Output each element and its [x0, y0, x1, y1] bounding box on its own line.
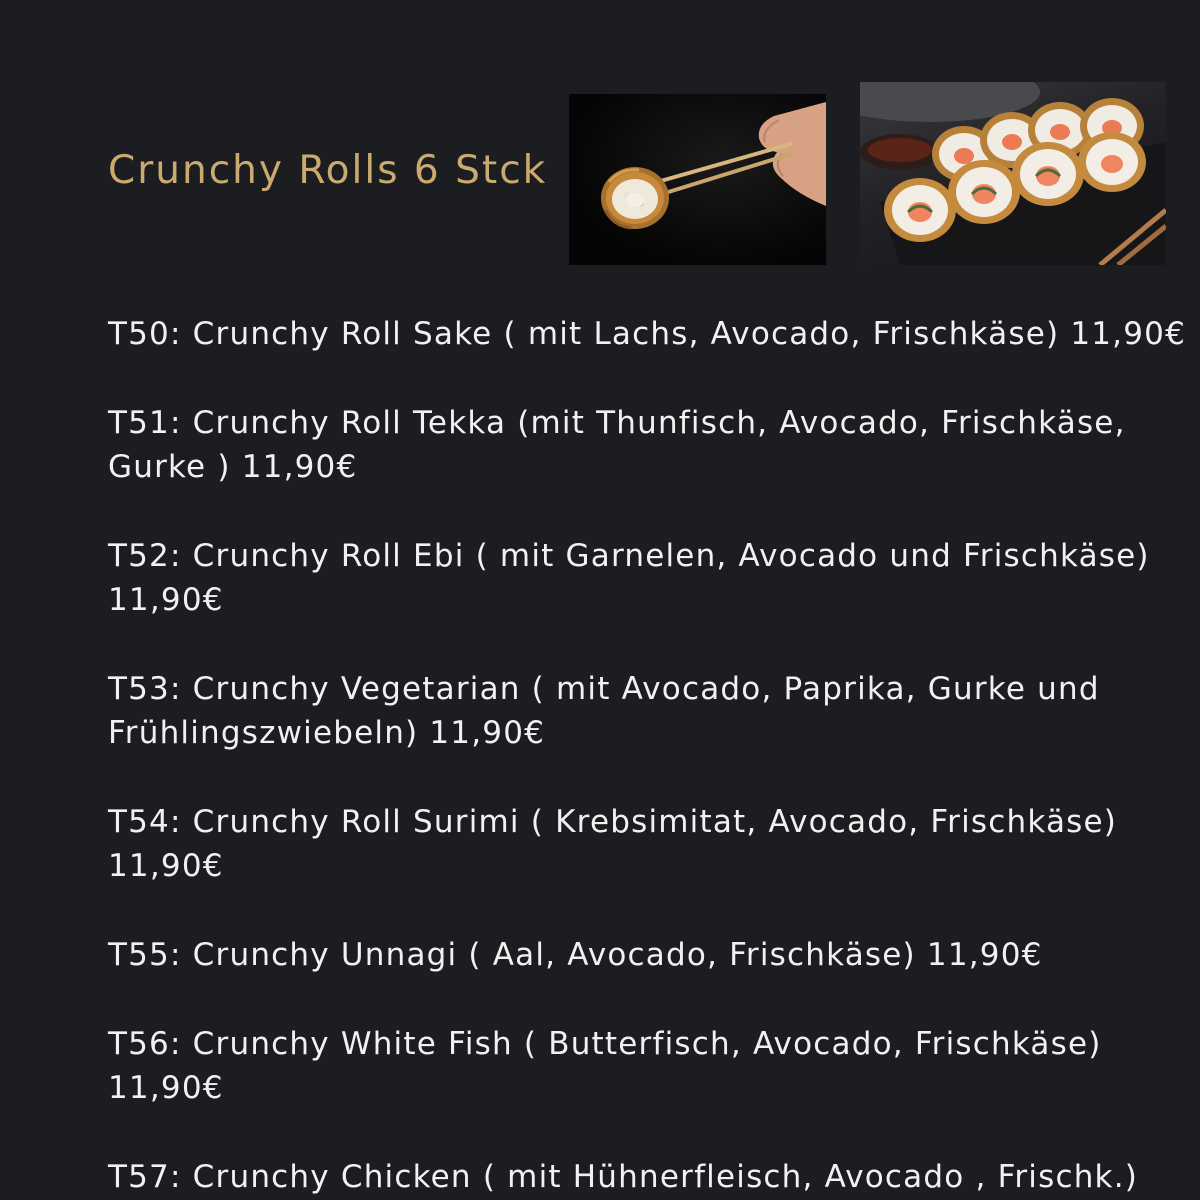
menu-item-t54: T54: Crunchy Roll Surimi ( Krebsimitat, Avocado, Frischkäse) 11,90€ [108, 804, 1118, 884]
menu-item-t56: T56: Crunchy White Fish ( Butterfisch, Avocado, Frischkäse) 11,90€ [108, 1026, 1102, 1106]
menu-item-t53: T53: Crunchy Vegetarian ( mit Avocado, Paprika, Gurke und Frühlingszwiebeln) 11,90€ [108, 671, 1100, 751]
menu-item-t50: T50: Crunchy Roll Sake ( mit Lachs, Avocado, Frischkäse) 11,90€ [108, 316, 1186, 352]
menu-item-t52: T52: Crunchy Roll Ebi ( mit Garnelen, Avocado und Frischkäse) 11,90€ [108, 538, 1150, 618]
menu-item-t57: T57: Crunchy Chicken ( mit Hühnerfleisch, Avocado , Frischk.) [108, 1159, 1139, 1195]
section-title: Crunchy Rolls 6 Stck [108, 148, 548, 193]
menu-list [108, 312, 1188, 1199]
crunchy-rolls-plate-photo [860, 82, 1166, 265]
sushi-roll-chopsticks-photo [569, 94, 826, 265]
menu-item-t55: T55: Crunchy Unnagi ( Aal, Avocado, Frischkäse) 11,90€ [108, 937, 1043, 973]
menu-item-t51: T51: Crunchy Roll Tekka (mit Thunfisch, Avocado, Frischkäse, Gurke ) 11,90€ [108, 405, 1126, 485]
